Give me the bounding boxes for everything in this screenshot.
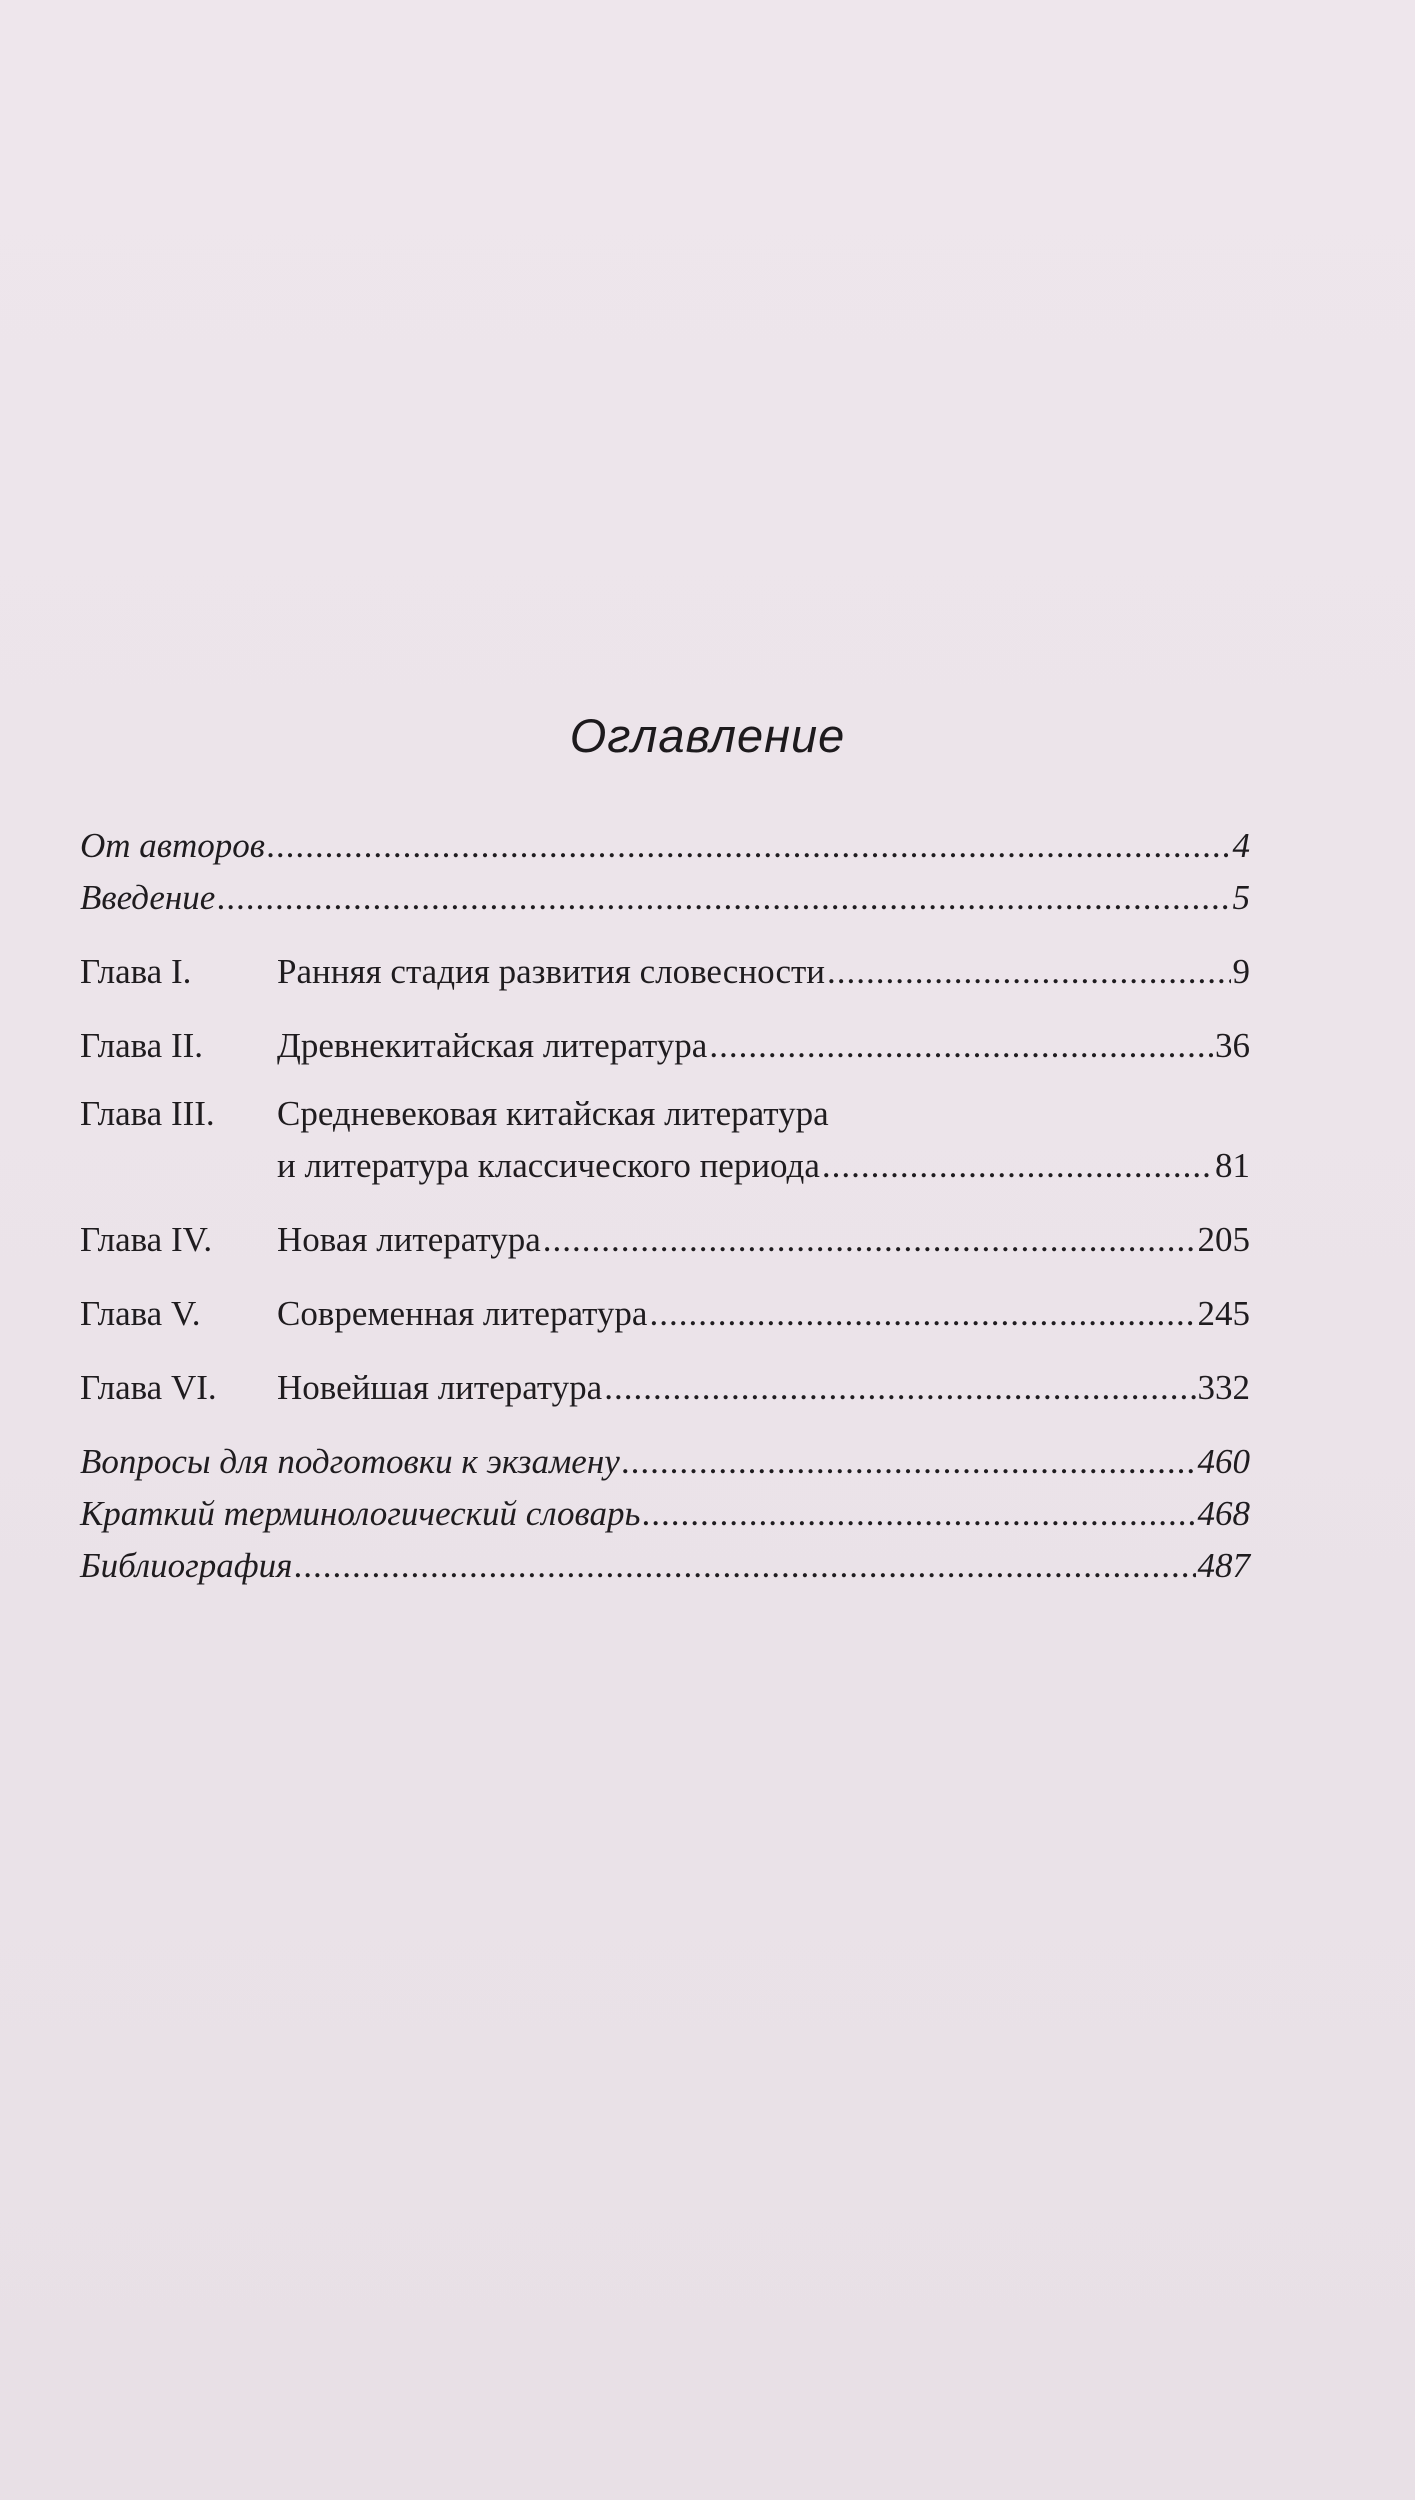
chapter-number: Глава III. [80, 1094, 215, 1133]
toc-entry-chapter-6[interactable] [80, 1362, 1250, 1414]
chapter-title: Современная литература [277, 1294, 648, 1333]
toc-entry-glossary[interactable] [80, 1488, 1250, 1540]
dot-leader [604, 1362, 1195, 1414]
toc-entry-chapter-3[interactable] [80, 1088, 1250, 1140]
entry-label: Краткий терминологический словарь [80, 1494, 641, 1533]
entry-page: 245 [1197, 1294, 1250, 1333]
chapter-number: Глава II. [80, 1026, 204, 1065]
dot-leader [642, 1488, 1195, 1540]
chapter-number: Глава I. [80, 952, 192, 991]
chapter-title: Новейшая литература [277, 1368, 603, 1407]
entry-label: Вопросы для подготовки к экзамену [80, 1442, 620, 1481]
dot-leader [827, 946, 1230, 998]
dot-leader [217, 872, 1230, 924]
chapter-number: Глава VI. [80, 1368, 217, 1407]
toc-entry-chapter-5[interactable] [80, 1288, 1250, 1340]
entry-page: 36 [1215, 1026, 1250, 1065]
entry-label: Библиография [80, 1546, 293, 1585]
chapter-title: Древнекитайская литература [277, 1026, 708, 1065]
entry-page: 9 [1232, 952, 1250, 991]
toc-entry-chapter-2[interactable] [80, 1020, 1250, 1072]
entry-page: 487 [1197, 1546, 1250, 1585]
toc-entry-chapter-1[interactable] [80, 946, 1250, 998]
toc-entry-bibliography[interactable] [80, 1540, 1250, 1592]
chapter-title: Новая литература [277, 1220, 541, 1259]
entry-page: 81 [1215, 1146, 1250, 1185]
entry-page: 4 [1232, 826, 1250, 865]
entry-label: Введение [80, 878, 216, 917]
toc-entry-chapter-3-cont[interactable] [80, 1140, 1250, 1192]
entry-page: 205 [1197, 1220, 1250, 1259]
toc-entry-chapter-4[interactable] [80, 1214, 1250, 1266]
chapter-title-continued: и литература классического периода [277, 1146, 820, 1185]
entry-page: 460 [1197, 1442, 1250, 1481]
dot-leader [267, 820, 1231, 872]
entry-label: От авторов [80, 826, 265, 865]
table-of-contents [80, 820, 1250, 1592]
dot-leader [822, 1140, 1213, 1192]
dot-leader [622, 1436, 1196, 1488]
entry-page: 5 [1232, 878, 1250, 917]
chapter-number: Глава V. [80, 1294, 201, 1333]
entry-page: 332 [1197, 1368, 1250, 1407]
dot-leader [294, 1540, 1195, 1592]
entry-page: 468 [1197, 1494, 1250, 1533]
dot-leader [709, 1020, 1213, 1072]
chapter-number: Глава IV. [80, 1220, 213, 1259]
toc-title: Оглавление [569, 709, 846, 762]
toc-entry-introduction[interactable] [80, 872, 1250, 924]
dot-leader [543, 1214, 1196, 1266]
toc-entry-from-authors[interactable] [80, 820, 1250, 872]
toc-entry-exam-questions[interactable] [80, 1436, 1250, 1488]
chapter-title: Средневековая китайская литература [277, 1094, 829, 1133]
dot-leader [649, 1288, 1195, 1340]
chapter-title: Ранняя стадия развития словесности [277, 952, 826, 991]
